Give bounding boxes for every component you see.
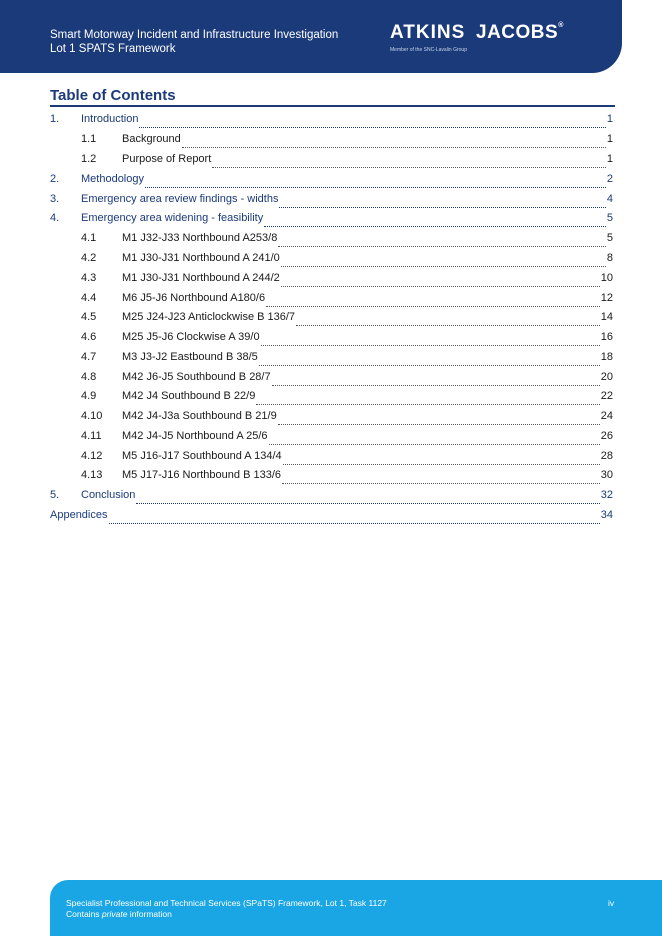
toc-entry-4-11[interactable] [81,430,613,450]
toc-entry-number: 4.8 [81,371,97,383]
toc-entry-text: M1 J32-J33 Northbound A253/8 [122,232,278,244]
toc-entry-number: 4.12 [81,450,103,462]
toc-entry-text: M25 J5-J6 Clockwise A 39/0 [122,331,260,343]
toc-entry-text: M5 J17-J16 Northbound B 133/6 [122,469,281,481]
toc-entry-introduction[interactable] [50,113,613,133]
page-number: iv [608,898,615,908]
toc-entry-page: 10 [600,272,613,284]
jacobs-logo-text: JACOBS [476,22,559,43]
toc-entry-conclusion[interactable] [50,489,613,509]
toc-entry-number: 1. [50,113,60,125]
toc-entry-number: 4.6 [81,331,97,343]
toc-leader-dots [278,415,600,425]
toc-leader-dots [296,316,600,326]
toc-entry-number: 4.9 [81,390,97,402]
toc-entry-text: M6 J5-J6 Northbound A180/6 [122,292,266,304]
footer-information: information [127,909,172,919]
toc-entry-page: 5 [606,212,613,224]
page-header [0,0,622,73]
toc-entry-page: 16 [600,331,613,343]
jacobs-logo [476,22,564,44]
toc-leader-dots [259,356,600,366]
toc-entry-text: M42 J4-J5 Northbound A 25/6 [122,430,268,442]
toc-entry-page: 12 [600,292,613,304]
toc-entry-text: Methodology [81,173,144,185]
toc-entry-page: 32 [600,489,613,501]
atkins-tagline: Member of the SNC-Lavalin Group [390,47,467,53]
toc-entry-4-5[interactable] [81,311,613,331]
toc-entry-text: Appendices [50,509,108,521]
toc-entry-text: Background [122,133,181,145]
toc-entry-text: M25 J24-J23 Anticlockwise B 136/7 [122,311,296,323]
toc-entry-4-9[interactable] [81,390,613,410]
toc-entry-review-findings[interactable] [50,193,613,213]
document-title [50,28,338,56]
toc-entry-4-8[interactable] [81,371,613,391]
toc-entry-number: 4.4 [81,292,97,304]
toc-entry-page: 4 [606,193,613,205]
footer-contains: Contains [66,909,102,919]
toc-entry-page: 26 [600,430,613,442]
footer-private: private [101,909,128,919]
toc-leader-dots [109,514,600,524]
toc-entry-text: M1 J30-J31 Northbound A 241/0 [122,252,280,264]
toc-entry-page: 24 [600,410,613,422]
toc-entry-number: 4.7 [81,351,97,363]
toc-entry-background[interactable] [81,133,613,153]
document-title-line1: Smart Motorway Incident and Infrastructure Investigation [50,29,339,41]
toc-leader-dots [182,138,606,148]
toc-entry-text: Introduction [81,113,139,125]
toc-entry-text: M5 J16-J17 Southbound A 134/4 [122,450,282,462]
page-footer [50,880,662,936]
toc-entry-number: 5. [50,489,60,501]
toc-entry-text: Purpose of Report [122,153,212,165]
toc-entry-methodology[interactable] [50,173,613,193]
toc-leader-dots [279,198,605,208]
toc-entry-4-1[interactable] [81,232,613,252]
toc-entry-4-3[interactable] [81,272,613,292]
toc-leader-dots [281,257,606,267]
document-title-line2: Lot 1 SPATS Framework [50,43,176,55]
atkins-logo: ATKINS [390,22,466,43]
toc-entry-4-6[interactable] [81,331,613,351]
toc-entry-page: 22 [600,390,613,402]
toc-leader-dots [269,435,600,445]
toc-leader-dots [266,297,600,307]
footer-framework-line: Specialist Professional and Technical Services (SPaTS) Framework, Lot 1, Task 1127 [66,898,387,908]
toc-leader-dots [282,474,600,484]
toc-entry-text: Emergency area review findings - widths [81,193,279,205]
toc-entry-page: 20 [600,371,613,383]
toc-entry-number: 4.11 [81,430,102,442]
toc-entry-4-2[interactable] [81,252,613,272]
toc-entry-page: 1 [606,153,613,165]
footer-text [66,898,387,920]
toc-entry-text: M1 J30-J31 Northbound A 244/2 [122,272,280,284]
toc-leader-dots [212,158,606,168]
toc-entry-widening-feasibility[interactable] [50,212,613,232]
toc-entry-4-4[interactable] [81,292,613,312]
toc-entry-number: 4.13 [81,469,103,481]
toc-leader-dots [283,455,600,465]
toc-divider [50,105,615,107]
toc-entry-4-12[interactable] [81,450,613,470]
toc-entry-number: 4.10 [81,410,103,422]
toc-entry-number: 3. [50,193,60,205]
toc-leader-dots [281,277,600,287]
toc-entry-number: 4.1 [81,232,97,244]
toc-entry-text: M42 J6-J5 Southbound B 28/7 [122,371,271,383]
toc-entry-number: 4.5 [81,311,97,323]
toc-leader-dots [136,494,599,504]
toc-leader-dots [145,178,606,188]
toc-entry-number: 1.2 [81,153,97,165]
toc-entry-page: 18 [600,351,613,363]
toc-entry-number: 2. [50,173,60,185]
toc-entry-appendices[interactable] [50,509,613,529]
toc-leader-dots [272,376,600,386]
toc-title: Table of Contents [50,87,176,104]
toc-entry-4-13[interactable] [81,469,613,489]
toc-entry-page: 8 [606,252,613,264]
toc-entry-purpose-of-report[interactable] [81,153,613,173]
toc-leader-dots [261,336,600,346]
toc-entry-text: M42 J4 Southbound B 22/9 [122,390,256,402]
jacobs-registered-mark: ® [558,22,564,29]
toc-entry-page: 1 [606,113,613,125]
toc-entry-4-10[interactable] [81,410,613,430]
toc-entry-page: 30 [600,469,613,481]
toc-leader-dots [278,237,606,247]
footer-confidentiality-line [66,909,387,920]
toc-entry-page: 1 [606,133,613,145]
toc-entry-text: M3 J3-J2 Eastbound B 38/5 [122,351,258,363]
toc-entry-text: Conclusion [81,489,136,501]
toc-entry-4-7[interactable] [81,351,613,371]
toc-entry-page: 14 [600,311,613,323]
toc-entry-text: Emergency area widening - feasibility [81,212,264,224]
toc-entry-page: 5 [606,232,613,244]
toc-entry-number: 1.1 [81,133,97,145]
toc-leader-dots [256,395,599,405]
toc-entry-number: 4. [50,212,60,224]
toc-entry-number: 4.3 [81,272,97,284]
toc-entry-number: 4.2 [81,252,97,264]
toc-entry-page: 28 [600,450,613,462]
toc-entry-page: 34 [600,509,613,521]
toc-leader-dots [264,217,606,227]
toc-leader-dots [139,118,605,128]
toc-entry-page: 2 [606,173,613,185]
toc-entry-text: M42 J4-J3a Southbound B 21/9 [122,410,277,422]
